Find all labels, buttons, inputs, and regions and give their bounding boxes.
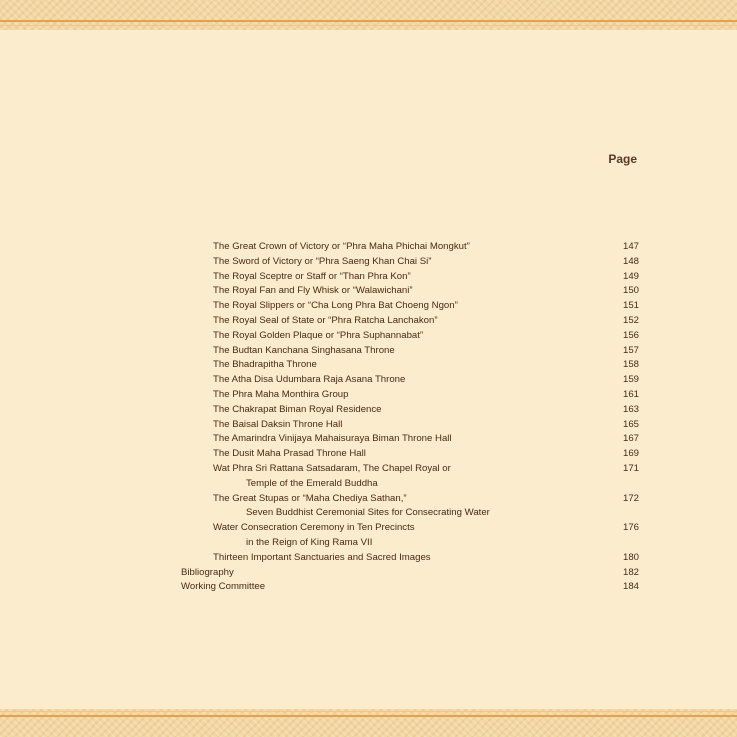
toc-entry-page-number: 171 <box>622 462 639 474</box>
toc-entry-title: The Royal Sceptre or Staff or “Than Phra Kon” <box>213 270 411 282</box>
top-border-line <box>0 20 737 22</box>
toc-entry-title: Temple of the Emerald Buddha <box>246 477 378 489</box>
toc-entry-title: The Sword of Victory or “Phra Saeng Khan Chai Si” <box>213 255 432 267</box>
toc-entry <box>0 580 737 595</box>
toc-entry-page-number: 149 <box>622 270 639 282</box>
page-column-heading: Page <box>608 152 637 166</box>
toc-entry-title: Seven Buddhist Ceremonial Sites for Consecrating Water <box>246 507 490 519</box>
toc-entry-title: The Royal Seal of State or “Phra Ratcha Lanchakon” <box>213 314 438 326</box>
toc-entry-page-number: 165 <box>622 418 639 430</box>
toc-entry <box>0 284 737 299</box>
toc-entry-page-number: 172 <box>622 492 639 504</box>
toc-entry <box>0 521 737 536</box>
toc-entry <box>0 255 737 270</box>
toc-entry <box>0 358 737 373</box>
toc-entry-title: The Royal Slippers or “Cha Long Phra Bat Choeng Ngon” <box>213 300 458 312</box>
toc-entry-page-number: 159 <box>622 374 639 386</box>
toc-entry <box>0 447 737 462</box>
toc-entry-page-number: 157 <box>622 344 639 356</box>
toc-entry-page-number: 167 <box>622 433 639 445</box>
toc-entry-title: The Phra Maha Monthira Group <box>213 388 349 400</box>
toc-entry <box>0 506 737 521</box>
toc-entry-page-number: 161 <box>622 388 639 400</box>
toc-entry-title: The Chakrapat Biman Royal Residence <box>213 403 382 415</box>
toc-entry <box>0 329 737 344</box>
toc-entry <box>0 299 737 314</box>
toc-entry-page-number: 158 <box>622 359 639 371</box>
toc-entry-page-number: 184 <box>622 581 639 593</box>
bottom-decorative-border <box>0 709 737 737</box>
toc-entry <box>0 477 737 492</box>
toc-entry-page-number: 147 <box>622 241 639 252</box>
table-of-contents <box>0 240 737 595</box>
toc-entry-title: The Dusit Maha Prasad Throne Hall <box>213 448 366 460</box>
toc-entry <box>0 462 737 477</box>
toc-entry-page-number: 150 <box>622 285 639 297</box>
toc-entry <box>0 388 737 403</box>
top-decorative-border <box>0 0 737 30</box>
bottom-border-line <box>0 715 737 717</box>
toc-entry-page-number: 182 <box>622 566 639 578</box>
toc-entry-title: The Atha Disa Udumbara Raja Asana Throne <box>213 374 406 386</box>
toc-entry-page-number: 151 <box>622 300 639 312</box>
toc-entry-title: The Great Stupas or “Maha Chediya Sathan,” <box>213 492 407 504</box>
toc-entry <box>0 432 737 447</box>
toc-entry-page-number: 180 <box>622 551 639 563</box>
bottom-border-thin-line <box>0 711 737 712</box>
toc-entry-title: Thirteen Important Sanctuaries and Sacred Images <box>213 551 431 563</box>
toc-entry-title: The Royal Golden Plaque or “Phra Suphannabat” <box>213 329 424 341</box>
toc-entry-page-number: 152 <box>622 314 639 326</box>
toc-entry <box>0 403 737 418</box>
toc-entry-title: The Bhadrapitha Throne <box>213 359 317 371</box>
toc-entry <box>0 240 737 255</box>
toc-entry-title: The Baisal Daksin Throne Hall <box>213 418 343 430</box>
toc-entry <box>0 566 737 581</box>
toc-entry-page-number: 163 <box>622 403 639 415</box>
toc-entry-title: Wat Phra Sri Rattana Satsadaram, The Chapel Royal or <box>213 462 451 474</box>
toc-entry <box>0 344 737 359</box>
toc-entry <box>0 373 737 388</box>
toc-entry-title: The Great Crown of Victory or “Phra Maha Phichai Mongkut” <box>213 241 470 252</box>
toc-entry <box>0 492 737 507</box>
toc-entry-page-number: 169 <box>622 448 639 460</box>
top-border-thin-line <box>0 25 737 26</box>
toc-entry-page-number: 148 <box>622 255 639 267</box>
toc-entry-title: in the Reign of King Rama VII <box>246 536 373 548</box>
toc-entry <box>0 314 737 329</box>
toc-entry-title: Working Committee <box>181 581 266 593</box>
toc-entry-title: The Royal Fan and Fly Whisk or “Walawichani” <box>213 285 413 297</box>
toc-entry <box>0 418 737 433</box>
toc-entry-page-number: 156 <box>622 329 639 341</box>
toc-entry <box>0 536 737 551</box>
toc-entry-title: Water Consecration Ceremony in Ten Precincts <box>213 522 415 534</box>
toc-entry <box>0 270 737 285</box>
toc-entry-title: The Budtan Kanchana Singhasana Throne <box>213 344 395 356</box>
toc-entry-title: Bibliography <box>181 566 234 578</box>
toc-entry-page-number: 176 <box>622 522 639 534</box>
toc-entry <box>0 551 737 566</box>
toc-entry-title: The Amarindra Vinijaya Mahaisuraya Biman Throne Hall <box>213 433 452 445</box>
